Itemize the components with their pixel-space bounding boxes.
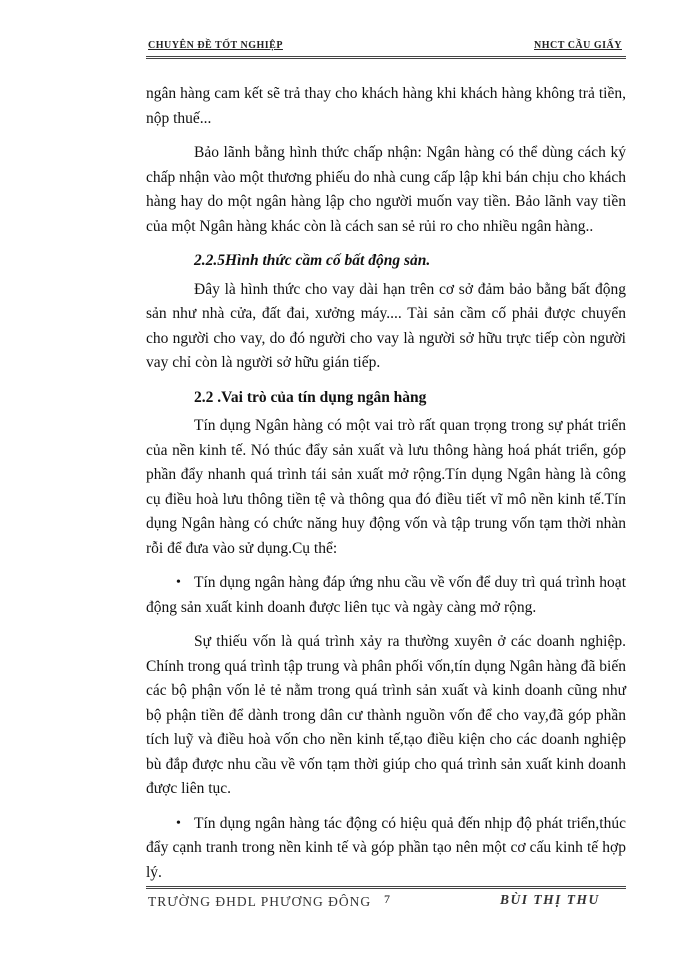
bullet-text-2: Tín dụng ngân hàng tác động có hiệu quả đến nhịp độ phát triển,thúc đẩy cạnh tranh trong nền kinh tế và góp phần tạo nên một cơ cấu kinh tế hợp lý. (146, 814, 626, 881)
bullet-item-2 (146, 812, 626, 886)
paragraph-continuation: ngân hàng cam kết sẽ trả thay cho khách hàng khi khách hàng không trả tiền, nộp thuế... (146, 85, 626, 127)
page-number: 7 (384, 892, 390, 906)
paragraph-capital-shortage: Sự thiếu vốn là quá trình xảy ra thường xuyên ở các doanh nghiệp. Chính trong quá trình tập trung và phân phối vốn,tín dụng Ngân hàng đã biến các bộ phận vốn lẻ tẻ nằm trong quá trình sản xuất và kinh doanh cũng như bộ phận tiền để dành trong dân cư thành nguồn vốn để cho vay,đã góp phần tích luỹ và điều hoà vốn cho nền kinh tế,tạo điều kiện cho các doanh nghiệp bù đắp được nhu cầu về vốn tạm thời giúp cho quá trình sản xuất kinh doanh được liên tục. (146, 633, 626, 797)
header-right: NHCT CẦU GIẤY (534, 40, 622, 51)
bullet-icon: • (176, 575, 181, 590)
bullet-item-1 (146, 571, 626, 620)
footer-rule (146, 886, 626, 889)
paragraph-acceptance-guarantee: Bảo lãnh bằng hình thức chấp nhận: Ngân hàng có thể dùng cách ký chấp nhận vào một thương phiếu do nhà cung cấp lập khi bán chịu cho khách hàng hay do một ngân hàng lập cho người muốn vay tiền. Bảo lãnh vay tiền của một Ngân hàng khác còn là cách san sẻ rủi ro cho nhiều ngân hàng.. (146, 144, 626, 235)
bullet-icon: • (176, 815, 181, 831)
header-left: CHUYÊN ĐỀ TỐT NGHIỆP (148, 40, 283, 51)
paragraph-mortgage: Đây là hình thức cho vay dài hạn trên cơ sở đảm bảo bằng bất động sản như nhà cửa, đất đai, xưởng máy.... Tài sản cầm cố phải được chuyển cho người cho vay, do đó người cho vay là người sở hữu trực tiếp còn người vay chỉ còn là người sở hữu gián tiếp. (146, 280, 626, 371)
header-rule (146, 56, 626, 59)
footer-school: TRƯỜNG ĐHDL PHƯƠNG ĐÔNG (148, 894, 372, 909)
paragraph-credit-role: Tín dụng Ngân hàng có một vai trò rất quan trọng trong sự phát triển của nền kinh tế. Nó thúc đẩy sản xuất và lưu thông hàng hoá phát triển, góp phần đẩy nhanh quá trình tái sản xuất mở rộng.Tín dụng Ngân hàng là công cụ điều hoà lưu thông tiền tệ và thông qua đó điều tiết vĩ mô nền kinh tế.Tín dụng Ngân hàng có chức năng huy động vốn và tập trung vốn tạm thời nhàn rỗi để đưa vào sử dụng.Cụ thể: (146, 417, 626, 557)
section-heading-2-2: 2.2 .Vai trò của tín dụng ngân hàng (194, 388, 427, 406)
section-heading-2-2-5: 2.2.5Hình thức cầm cố bất động sản. (194, 252, 431, 269)
footer-author: BÙI THỊ THU (500, 892, 600, 907)
document-body (146, 82, 626, 895)
bullet-text-1: Tín dụng ngân hàng đáp ứng nhu cầu về vốn để duy trì quá trình hoạt động sản xuất kinh doanh được liên tục và ngày càng mở rộng. (146, 574, 626, 616)
